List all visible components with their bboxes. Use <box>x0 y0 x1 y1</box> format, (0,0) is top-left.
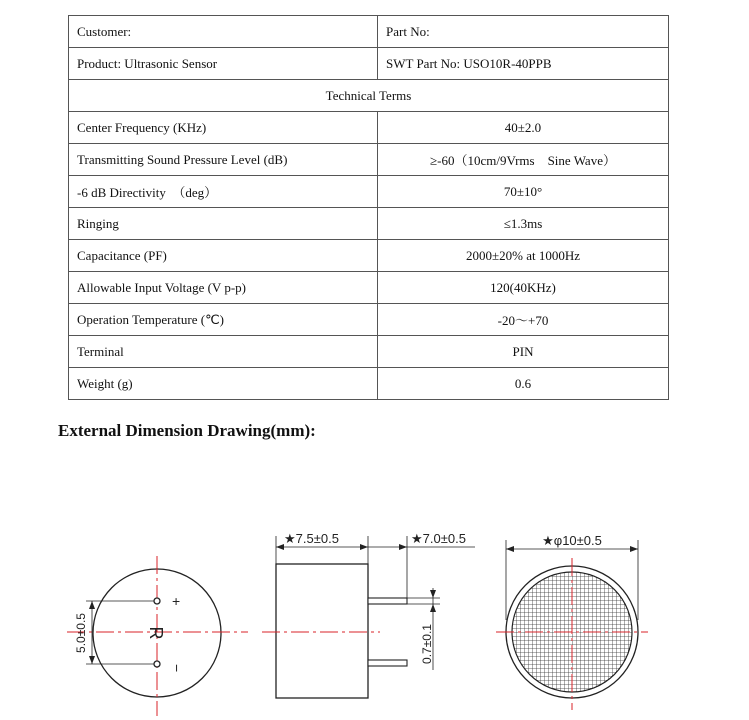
table-row <box>69 80 669 112</box>
spec-label: Operation Temperature (℃) <box>69 304 378 336</box>
spec-value: PIN <box>378 336 669 368</box>
dimension-drawing <box>0 440 749 720</box>
spec-row <box>69 304 669 336</box>
spec-label: Allowable Input Voltage (V p-p) <box>69 272 378 304</box>
spec-label: Transmitting Sound Pressure Level (dB) <box>69 144 378 176</box>
spec-label: Weight (g) <box>69 368 378 400</box>
spec-value: 2000±20% at 1000Hz <box>378 240 669 272</box>
swt-part-cell: SWT Part No: USO10R-40PPB <box>378 48 669 80</box>
pin-lower <box>368 660 407 666</box>
pin-hole-positive <box>154 598 160 604</box>
spec-value: -20～+70 <box>378 304 669 336</box>
table-row <box>69 48 669 80</box>
pin-upper <box>368 598 407 604</box>
top-view <box>496 533 648 710</box>
spec-value: 40±2.0 <box>378 112 669 144</box>
dim-body-height: ★7.5±0.5 <box>284 531 339 546</box>
side-view <box>262 531 475 698</box>
side-view-body <box>276 564 368 698</box>
dim-diameter: ★φ10±0.5 <box>542 533 602 548</box>
spec-label: Capacitance (PF) <box>69 240 378 272</box>
pin-hole-negative <box>154 661 160 667</box>
drawing-title: External Dimension Drawing(mm): <box>58 421 316 440</box>
spec-row <box>69 336 669 368</box>
spec-row <box>69 176 669 208</box>
spec-row <box>69 368 669 400</box>
spec-table <box>68 15 669 400</box>
spec-value: 70±10° <box>378 176 669 208</box>
spec-label: Terminal <box>69 336 378 368</box>
spec-label: Center Frequency (KHz) <box>69 112 378 144</box>
spec-row <box>69 272 669 304</box>
spec-value: ≤1.3ms <box>378 208 669 240</box>
spec-label: Ringing <box>69 208 378 240</box>
spec-value: 0.6 <box>378 368 669 400</box>
dim-pin-spacing: 5.0±0.5 <box>74 613 88 653</box>
spec-row <box>69 144 669 176</box>
spec-value: 120(40KHz) <box>378 272 669 304</box>
spec-row <box>69 240 669 272</box>
bottom-view <box>67 556 248 716</box>
marking-r: R <box>146 626 166 640</box>
spec-row <box>69 208 669 240</box>
dim-pin-length: ★7.0±0.5 <box>411 531 466 546</box>
spec-label: -6 dB Directivity （deg） <box>69 176 378 208</box>
minus-sign: − <box>169 664 185 673</box>
spec-value: ≥-60（10cm/9Vrms Sine Wave） <box>378 144 669 176</box>
spec-row <box>69 112 669 144</box>
section-title: Technical Terms <box>69 80 669 112</box>
table-row <box>69 16 669 48</box>
product-cell: Product: Ultrasonic Sensor <box>69 48 378 80</box>
part-no-cell: Part No: <box>378 16 669 48</box>
customer-cell: Customer: <box>69 16 378 48</box>
dim-pin-dia: 0.7±0.1 <box>420 624 434 664</box>
plus-sign: + <box>172 593 181 609</box>
